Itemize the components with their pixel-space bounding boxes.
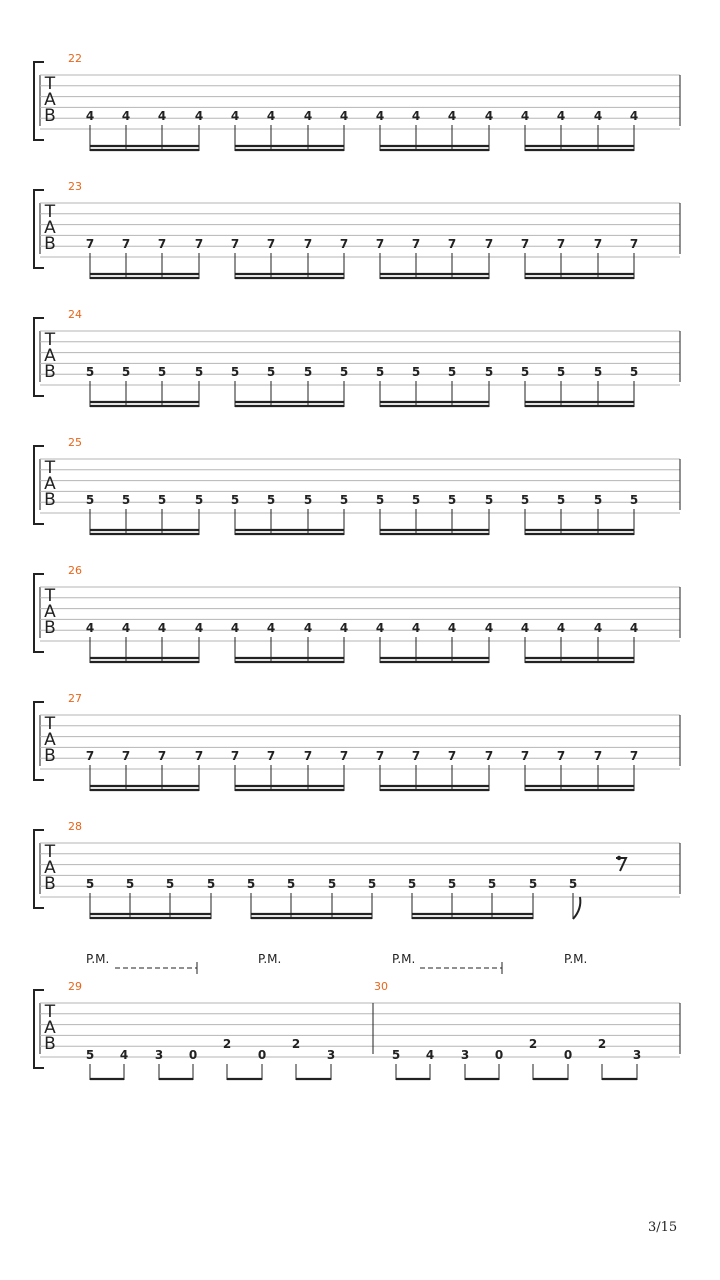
measure-number: 29 [68,980,82,993]
measure-24-fret-number: 5 [266,365,276,379]
measure-28-fret-number: 5 [206,877,216,891]
measure-22-fret-number: 4 [230,109,240,123]
measure-24-fret-number: 5 [230,365,240,379]
measure-29-fret-number: 0 [188,1048,198,1062]
measure-27-fret-number: 7 [194,749,204,763]
measure-26-fret-number: 4 [375,621,385,635]
measure-24-fret-number: 5 [593,365,603,379]
measure-27-fret-number: 7 [375,749,385,763]
measure-30-fret-number: 2 [597,1037,607,1051]
measure-25-fret-number: 5 [85,493,95,507]
measure-25-fret-number: 5 [194,493,204,507]
measure-23-fret-number: 7 [303,237,313,251]
measure-25-fret-number: 5 [339,493,349,507]
measure-22-fret-number: 4 [556,109,566,123]
measure-27-fret-number: 7 [447,749,457,763]
measure-24-fret-number: 5 [303,365,313,379]
measure-28-fret-number: 5 [85,877,95,891]
tab-clef-letter-b: B [44,234,56,254]
tab-clef-letter-a: A [44,218,56,238]
measure-27-fret-number: 7 [85,749,95,763]
measure-29-fret-number: 2 [222,1037,232,1051]
measure-29-fret-number: 2 [291,1037,301,1051]
tab-clef-letter-t: T [44,586,56,606]
eighth-rest-dot [617,856,621,860]
measure-30-fret-number: 2 [528,1037,538,1051]
measure-22-fret-number: 4 [593,109,603,123]
tab-clef-letter-t: T [44,202,56,222]
measure-number: 26 [68,564,82,577]
tab-clef-letter-t: T [44,458,56,478]
measure-28-fret-number: 5 [327,877,337,891]
tab-clef-letter-b: B [44,490,56,510]
eighth-flag [573,897,580,919]
system-bracket [34,190,44,268]
measure-23-fret-number: 7 [194,237,204,251]
measure-23-fret-number: 7 [266,237,276,251]
measure-28-fret-number: 5 [407,877,417,891]
measure-24-fret-number: 5 [194,365,204,379]
measure-24-fret-number: 5 [484,365,494,379]
measure-24-fret-number: 5 [85,365,95,379]
measure-23-fret-number: 7 [339,237,349,251]
measure-24-fret-number: 5 [411,365,421,379]
palm-mute-label: P.M. [392,952,416,966]
measure-25-fret-number: 5 [303,493,313,507]
system-bracket [34,62,44,140]
palm-mute-label: P.M. [258,952,282,966]
measure-26-fret-number: 4 [629,621,639,635]
measure-27-fret-number: 7 [303,749,313,763]
measure-27-fret-number: 7 [484,749,494,763]
tab-clef-letter-t: T [44,1002,56,1022]
tab-clef-letter-t: T [44,714,56,734]
measure-23-fret-number: 7 [85,237,95,251]
measure-number: 27 [68,692,82,705]
measure-23-fret-number: 7 [157,237,167,251]
measure-24-fret-number: 5 [375,365,385,379]
measure-27-fret-number: 7 [230,749,240,763]
measure-24-fret-number: 5 [629,365,639,379]
measure-26-fret-number: 4 [194,621,204,635]
measure-23-fret-number: 7 [593,237,603,251]
measure-number: 30 [374,980,388,993]
measure-22-fret-number: 4 [303,109,313,123]
measure-30-fret-number: 3 [460,1048,470,1062]
measure-25-fret-number: 5 [230,493,240,507]
tab-clef-letter-a: A [44,90,56,110]
measure-27-fret-number: 7 [556,749,566,763]
measure-23-fret-number: 7 [121,237,131,251]
measure-24-fret-number: 5 [339,365,349,379]
measure-30-fret-number: 4 [425,1048,435,1062]
measure-26-fret-number: 4 [266,621,276,635]
tab-clef-letter-b: B [44,874,56,894]
measure-number: 22 [68,52,82,65]
measure-28-fret-number: 5 [125,877,135,891]
measure-30-fret-number: 0 [494,1048,504,1062]
measure-22-fret-number: 4 [339,109,349,123]
measure-25-fret-number: 5 [484,493,494,507]
measure-24-fret-number: 5 [121,365,131,379]
measure-23-fret-number: 7 [484,237,494,251]
measure-29-fret-number: 3 [154,1048,164,1062]
measure-27-fret-number: 7 [593,749,603,763]
measure-30-fret-number: 5 [391,1048,401,1062]
measure-26-fret-number: 4 [447,621,457,635]
tab-clef-letter-a: A [44,602,56,622]
measure-27-fret-number: 7 [520,749,530,763]
measure-28-fret-number: 5 [528,877,538,891]
measure-22-fret-number: 4 [194,109,204,123]
tab-clef-letter-t: T [44,842,56,862]
measure-23-fret-number: 7 [230,237,240,251]
measure-22-fret-number: 4 [411,109,421,123]
measure-26-fret-number: 4 [520,621,530,635]
tab-clef-letter-a: A [44,346,56,366]
palm-mute-label: P.M. [86,952,110,966]
measure-23-fret-number: 7 [447,237,457,251]
measure-22-fret-number: 4 [375,109,385,123]
measure-27-fret-number: 7 [157,749,167,763]
tab-clef-letter-t: T [44,74,56,94]
tab-clef-letter-a: A [44,858,56,878]
measure-26-fret-number: 4 [593,621,603,635]
tab-clef-letter-a: A [44,474,56,494]
measure-26-fret-number: 4 [85,621,95,635]
measure-22-fret-number: 4 [629,109,639,123]
measure-23-fret-number: 7 [556,237,566,251]
measure-25-fret-number: 5 [520,493,530,507]
measure-26-fret-number: 4 [339,621,349,635]
measure-25-fret-number: 5 [593,493,603,507]
system-bracket [34,830,44,908]
measure-24-fret-number: 5 [157,365,167,379]
measure-29-fret-number: 4 [119,1048,129,1062]
tab-clef-letter-b: B [44,106,56,126]
measure-23-fret-number: 7 [520,237,530,251]
measure-25-fret-number: 5 [266,493,276,507]
measure-22-fret-number: 4 [266,109,276,123]
measure-22-fret-number: 4 [484,109,494,123]
measure-22-fret-number: 4 [85,109,95,123]
measure-22-fret-number: 4 [157,109,167,123]
measure-30-fret-number: 0 [563,1048,573,1062]
measure-22-fret-number: 4 [520,109,530,123]
measure-28-fret-number: 5 [246,877,256,891]
tab-clef-letter-b: B [44,1034,56,1054]
measure-22-fret-number: 4 [447,109,457,123]
tab-clef-letter-b: B [44,362,56,382]
measure-28-fret-number: 5 [367,877,377,891]
measure-26-fret-number: 4 [556,621,566,635]
measure-number: 24 [68,308,82,321]
measure-28-fret-number: 5 [487,877,497,891]
measure-30-fret-number: 3 [632,1048,642,1062]
palm-mute-label: P.M. [564,952,588,966]
tab-clef-letter-a: A [44,730,56,750]
measure-22-fret-number: 4 [121,109,131,123]
measure-28-fret-number: 5 [447,877,457,891]
measure-28-fret-number: 5 [165,877,175,891]
measure-26-fret-number: 4 [157,621,167,635]
measure-29-fret-number: 0 [257,1048,267,1062]
system-bracket [34,446,44,524]
measure-number: 28 [68,820,82,833]
tab-clef-letter-t: T [44,330,56,350]
measure-27-fret-number: 7 [339,749,349,763]
measure-25-fret-number: 5 [447,493,457,507]
measure-27-fret-number: 7 [266,749,276,763]
measure-number: 25 [68,436,82,449]
measure-27-fret-number: 7 [121,749,131,763]
page-number: 3/15 [648,1220,678,1235]
tab-clef-letter-a: A [44,1018,56,1038]
measure-24-fret-number: 5 [556,365,566,379]
measure-23-fret-number: 7 [375,237,385,251]
system-bracket [34,574,44,652]
tab-clef-letter-b: B [44,618,56,638]
measure-28-fret-number: 5 [568,877,578,891]
measure-25-fret-number: 5 [556,493,566,507]
measure-27-fret-number: 7 [629,749,639,763]
tab-clef-letter-b: B [44,746,56,766]
measure-24-fret-number: 5 [447,365,457,379]
measure-26-fret-number: 4 [303,621,313,635]
measure-26-fret-number: 4 [411,621,421,635]
measure-25-fret-number: 5 [411,493,421,507]
measure-27-fret-number: 7 [411,749,421,763]
measure-25-fret-number: 5 [157,493,167,507]
measure-26-fret-number: 4 [484,621,494,635]
measure-number: 23 [68,180,82,193]
measure-26-fret-number: 4 [230,621,240,635]
measure-29-fret-number: 5 [85,1048,95,1062]
measure-25-fret-number: 5 [629,493,639,507]
measure-24-fret-number: 5 [520,365,530,379]
measure-23-fret-number: 7 [629,237,639,251]
system-bracket [34,990,44,1068]
measure-26-fret-number: 4 [121,621,131,635]
system-bracket [34,318,44,396]
measure-29-fret-number: 3 [326,1048,336,1062]
measure-25-fret-number: 5 [375,493,385,507]
measure-23-fret-number: 7 [411,237,421,251]
measure-28-fret-number: 5 [286,877,296,891]
measure-25-fret-number: 5 [121,493,131,507]
system-bracket [34,702,44,780]
